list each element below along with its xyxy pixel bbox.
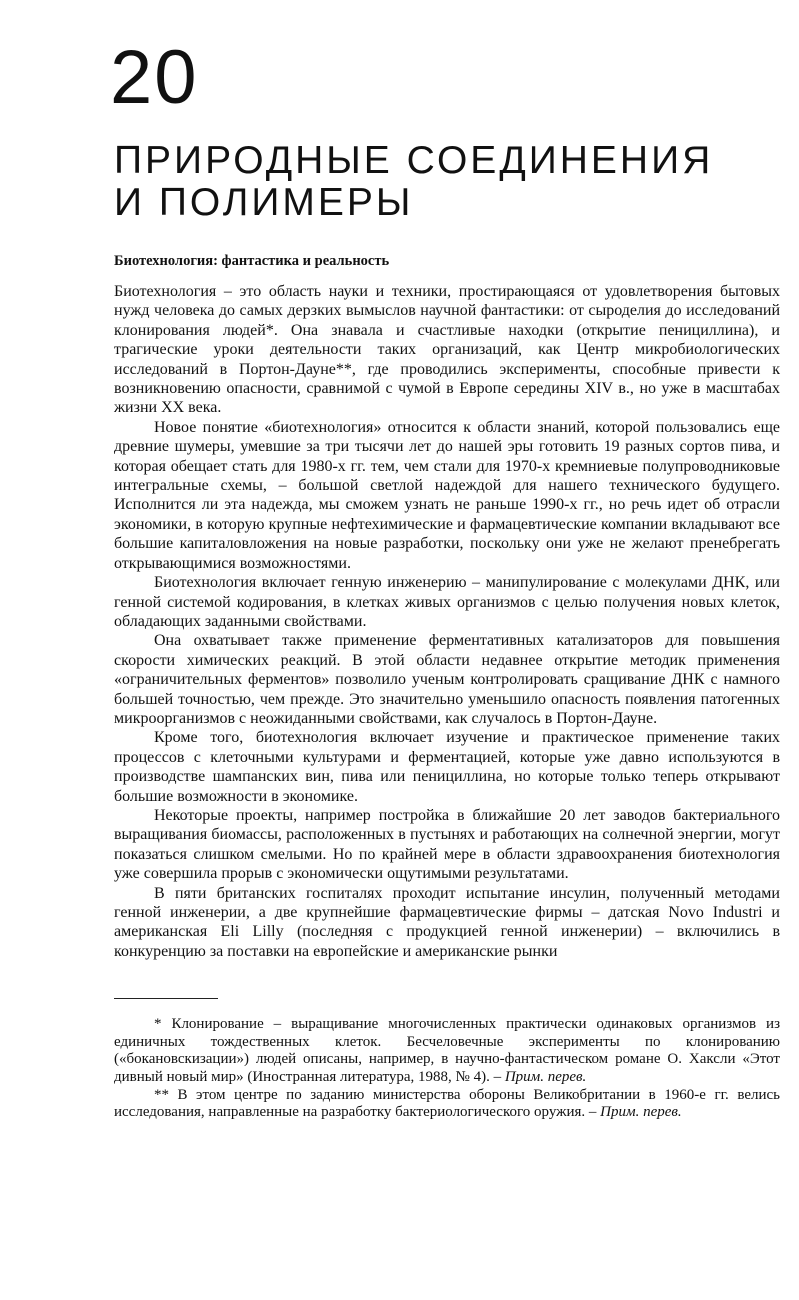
translator-note: Прим. перев. <box>504 1069 587 1085</box>
book-page <box>110 35 780 1122</box>
paragraph: В пяти британских госпиталях проходит испытание инсулин, полученный методами генной инженерии, а две крупнейшие фармацевтические фирмы – датская Novo Industri и американская Eli Lilly (последняя с продукцией генной инженерии) – включились в конкуренцию за поставки на европейские и американские рынки <box>114 884 780 960</box>
chapter-title <box>114 140 780 224</box>
footnote-text: ** В этом центре по заданию министерства обороны Великобритании в 1960-е гг. велись исследования, направленные на разработку бактериологического оружия. – <box>114 1086 780 1121</box>
paragraph: Новое понятие «биотехнология» относится к области знаний, которой пользовались еще древние шумеры, умевшие за три тысячи лет до нашей эры готовить 19 разных сортов пива, и которая обещает стать для 1980-х гг. тем, чем стали для 1970-х кремниевые полупроводниковые интегральные схемы, – большой светлой надеждой для нашего технического будущего. Исполнится ли эта надежда, мы сможем узнать не раньше 1990-х гг., но речь идет об отрасли экономики, в которую крупные нефтехимические и фармацевтические компании вкладывают все большие капиталовложения на новые разработки, поскольку они уже не желают пренебрегать открывающимися возможностями. <box>114 418 780 572</box>
footnotes <box>114 1016 780 1122</box>
footnote <box>114 1087 780 1122</box>
chapter-number: 20 <box>110 35 199 120</box>
paragraph: Биотехнология включает генную инженерию – манипулирование с молекулами ДНК, или генной системой кодирования, в клетках живых организмов с целью получения новых клеток, обладающих заданными свойствами. <box>114 574 780 630</box>
footnote-divider <box>114 998 218 999</box>
paragraph: Кроме того, биотехнология включает изучение и практическое применение таких процессов с клеточными культурами и ферментацией, которые уже давно используются в производстве шампанских вин, пива или пенициллина, но которые только теперь открывают большие возможности в экономике. <box>114 729 780 805</box>
translator-note: Прим. перев. <box>600 1104 682 1121</box>
chapter-title-line-2: И ПОЛИМЕРЫ <box>114 181 414 224</box>
section-heading: Биотехнология: фантастика и реальность <box>114 253 390 269</box>
chapter-title-line-1: ПРИРОДНЫЕ СОЕДИНЕНИЯ <box>114 139 714 182</box>
paragraph: Она охватывает также применение ферментативных катализаторов для повышения скорости химических реакций. В этой области недавнее открытие методик применения «ограничительных ферментов» позволило ученым контролировать сращивание ДНК с намного большей точностью, чем прежде. Это значительно уменьшило опасность появления патогенных микроорганизмов с неожиданными свойствами, как случалось в Портон-Дауне. <box>114 632 780 727</box>
body-text <box>114 282 780 961</box>
paragraph: Некоторые проекты, например постройка в ближайшие 20 лет заводов бактериального выращивания биомассы, расположенных в пустынях и работающих на солнечной энергии, могут показаться слишком смелыми. Но по крайней мере в области здравоохранения биотехнология уже совершила прорыв с экономически ощутимыми результатами. <box>114 806 780 883</box>
footnote-text: * Клонирование – выращивание многочисленных практически одинаковых организмов из единичных тождественных клеток. Бесчеловечные эксперименты по клонированию («бокановскизации») людей описаны, например, в научно-фантастическом романе О. Хаксли «Этот дивный новый мир» (Иностранная литература, 1988, № 4). – <box>114 1016 780 1085</box>
footnote <box>114 1016 780 1086</box>
paragraph: Биотехнология – это область науки и техники, простирающаяся от удовлетворения бытовых нужд человека до самых дерзких вымыслов научной фантастики: от сыроделия до исследований клонирования людей*. Она знавала и счастливые находки (открытие пенициллина), и трагические уроки деятельности таких организаций, как Центр микробиологических исследований в Портон-Дауне**, где проводились эксперименты, способные привести к возникновению опасности, сравнимой с чумой в Европе середины XIV в., но уже в масштабах жизни XX века. <box>114 283 780 417</box>
